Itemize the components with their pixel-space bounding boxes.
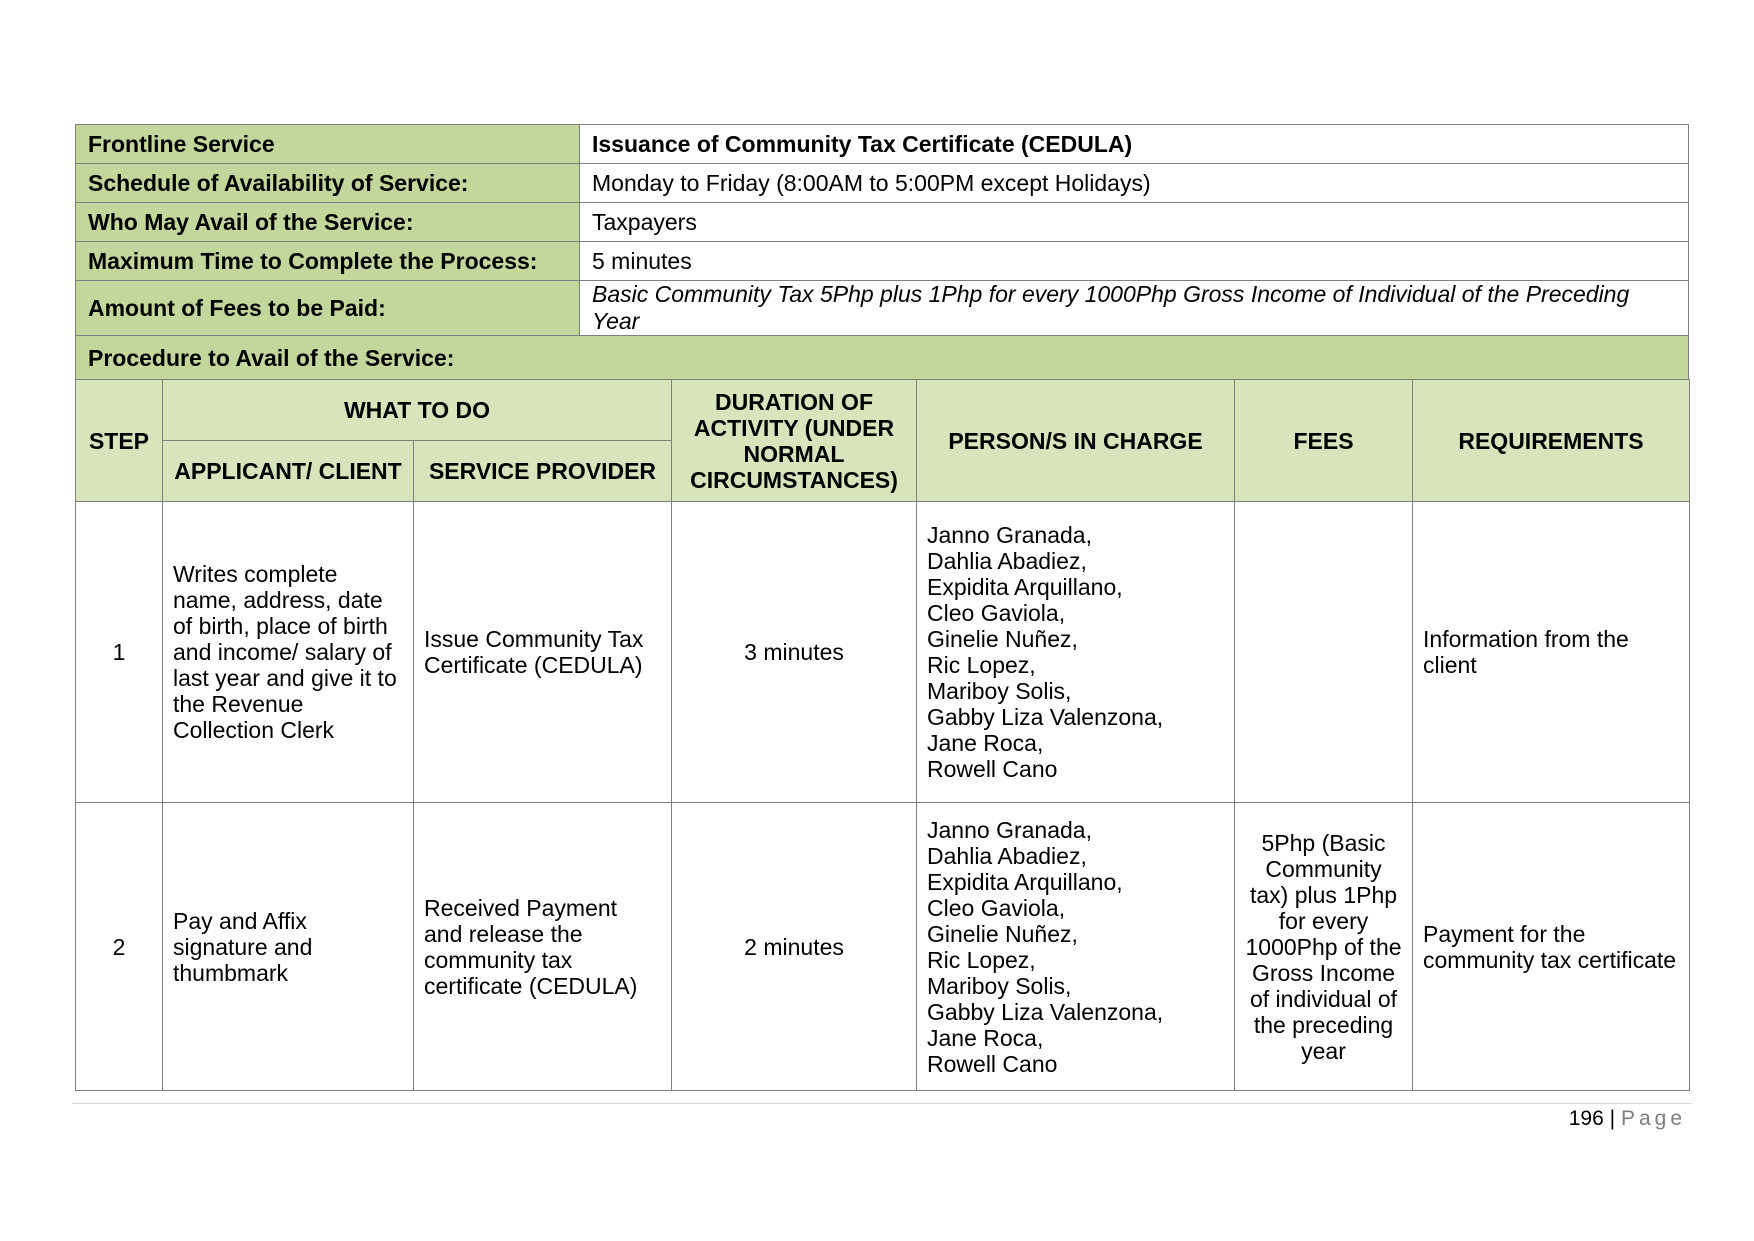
person-name: Janno Granada, xyxy=(927,522,1092,548)
person-name: Rowell Cano xyxy=(927,756,1058,782)
persons-in-charge xyxy=(917,803,1235,1091)
max-time-label: Maximum Time to Complete the Process: xyxy=(76,242,580,281)
provider-header: SERVICE PROVIDER xyxy=(414,441,672,502)
duration-value: 2 minutes xyxy=(672,803,917,1091)
procedure-steps-table xyxy=(75,379,1690,1091)
procedure-label: Procedure to Avail of the Service: xyxy=(76,336,1689,382)
fees-label: Amount of Fees to be Paid: xyxy=(76,281,580,336)
who-row xyxy=(76,203,1689,242)
provider-action: Received Payment and release the community tax certificate (CEDULA) xyxy=(414,803,672,1091)
page-number: 196 xyxy=(1568,1107,1604,1130)
page-footer xyxy=(1569,1107,1686,1131)
person-name: Ric Lopez, xyxy=(927,946,1036,973)
person-name: Jane Roca, xyxy=(927,730,1044,756)
person-name: Mariboy Solis, xyxy=(927,972,1072,999)
who-label: Who May Avail of the Service: xyxy=(76,203,580,242)
what-to-do-header: WHAT TO DO xyxy=(163,380,672,441)
requirements-header: REQUIREMENTS xyxy=(1413,380,1690,502)
table-row xyxy=(76,502,1690,803)
frontline-label: Frontline Service xyxy=(76,125,580,164)
fees-header: FEES xyxy=(1235,380,1413,502)
person-name: Dahlia Abadiez, xyxy=(927,548,1087,574)
persons-header: PERSON/S IN CHARGE xyxy=(917,380,1235,502)
schedule-row xyxy=(76,164,1689,203)
person-name: Gabby Liza Valenzona, xyxy=(927,998,1164,1025)
person-name: Ric Lopez, xyxy=(927,652,1036,678)
frontline-value: Issuance of Community Tax Certificate (CEDULA) xyxy=(580,125,1689,164)
who-value: Taxpayers xyxy=(580,203,1689,242)
header-row-1 xyxy=(76,380,1690,441)
requirements-value: Payment for the community tax certificate xyxy=(1413,803,1690,1091)
fees-value-cell xyxy=(1235,502,1413,803)
person-name: Mariboy Solis, xyxy=(927,678,1072,704)
step-header: STEP xyxy=(76,380,163,502)
frontline-row xyxy=(76,125,1689,164)
persons-in-charge xyxy=(917,502,1235,803)
applicant-action: Writes complete name, address, date of birth, place of birth and income/ salary of last year and give it to the Revenue Collection Clerk xyxy=(163,502,414,803)
fees-value-cell: 5Php (Basic Community tax) plus 1Php for every 1000Php of the Gross Income of individual of the preceding year xyxy=(1235,803,1413,1091)
footer-separator: | xyxy=(1609,1107,1616,1130)
table-row xyxy=(76,803,1690,1091)
duration-value: 3 minutes xyxy=(672,502,917,803)
duration-header: DURATION OF ACTIVITY (UNDER NORMAL CIRCUMSTANCES) xyxy=(672,380,917,502)
person-name: Jane Roca, xyxy=(927,1024,1044,1051)
requirements-value: Information from the client xyxy=(1413,502,1690,803)
person-name: Rowell Cano xyxy=(927,1050,1058,1077)
max-time-value: 5 minutes xyxy=(580,242,1689,281)
procedure-row xyxy=(76,336,1689,382)
person-name: Janno Granada, xyxy=(927,816,1092,843)
max-time-row xyxy=(76,242,1689,281)
person-name: Expidita Arquillano, xyxy=(927,868,1123,895)
person-name: Dahlia Abadiez, xyxy=(927,842,1087,869)
fees-value: Basic Community Tax 5Php plus 1Php for every 1000Php Gross Income of Individual of the Preceding Year xyxy=(580,281,1689,336)
provider-action: Issue Community Tax Certificate (CEDULA) xyxy=(414,502,672,803)
step-number: 2 xyxy=(76,803,163,1091)
person-name: Expidita Arquillano, xyxy=(927,574,1123,600)
applicant-header: APPLICANT/ CLIENT xyxy=(163,441,414,502)
schedule-value: Monday to Friday (8:00AM to 5:00PM except Holidays) xyxy=(580,164,1689,203)
service-info-table xyxy=(75,124,1689,382)
person-name: Ginelie Nuñez, xyxy=(927,920,1078,947)
person-name: Cleo Gaviola, xyxy=(927,600,1066,626)
fees-row xyxy=(76,281,1689,336)
page-word: Page xyxy=(1620,1107,1686,1130)
person-name: Cleo Gaviola, xyxy=(927,894,1066,921)
schedule-label: Schedule of Availability of Service: xyxy=(76,164,580,203)
step-number: 1 xyxy=(76,502,163,803)
person-name: Gabby Liza Valenzona, xyxy=(927,704,1164,730)
footer-divider xyxy=(72,1103,1692,1104)
person-name: Ginelie Nuñez, xyxy=(927,626,1078,652)
applicant-action: Pay and Affix signature and thumbmark xyxy=(163,803,414,1091)
